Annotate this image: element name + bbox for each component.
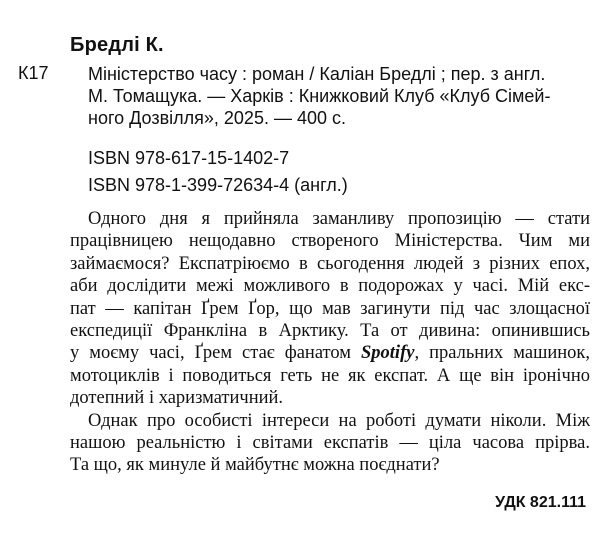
annotation-text: у моєму часі, Ґрем стає фанатом: [70, 343, 351, 364]
annotation-line: Однак про особисті інтереси на роботі думати ніколи. Між: [88, 410, 590, 431]
isbn-ukrainian: ISBN 978-617-15-1402-7: [88, 148, 290, 168]
biblio-line-2: М. Томащука. — Харків : Книжковий Клуб «Клуб Сімей-: [88, 86, 551, 106]
annotation-line: пат — капітан Ґрем Ґор, що мав загинути під час злощасної: [70, 298, 590, 319]
author-heading: Бредлі К.: [70, 34, 164, 56]
annotation-line: займаємося? Експатріюємо в сьогодення людей з різних епох,: [70, 253, 590, 274]
annotation-line-with-emphasis: [70, 342, 590, 364]
annotation-line: нашою реальністю і світами експатів — ціла часова прірва.: [70, 433, 590, 454]
annotation-text: , пральних машинок,: [414, 343, 591, 364]
annotation-line: експедиції Франкліна в Арктику. Та от дивина: опинившись: [70, 321, 590, 342]
spotify-emphasis: Spotify: [361, 343, 415, 364]
annotation: [70, 208, 590, 477]
annotation-line: працівницею нещодавно створеного Міністерства. Чим ми: [70, 231, 590, 252]
library-code: К17: [18, 63, 49, 83]
annotation-line: дотепний і харизматичний.: [70, 388, 284, 409]
annotation-line: мотоциклів і поводиться геть не як експат. А ще він іронічно: [70, 365, 590, 386]
annotation-line: аби дослідити межі можливого в подорожах у часі. Мій екс-: [70, 276, 590, 297]
isbn-english: ISBN 978-1-399-72634-4 (англ.): [88, 175, 348, 195]
biblio-line-3: ного Дозвілля», 2025. — 400 с.: [88, 108, 346, 128]
biblio-line-1: Міністерство часу : роман / Каліан Бредлі ; пер. з англ.: [88, 64, 546, 84]
annotation-line: Одного дня я прийняла заманливу пропозицію — стати: [88, 209, 590, 229]
annotation-line: Та що, як минуле й майбутнє можна поєднати?: [70, 455, 440, 476]
bibliographic-description: [88, 63, 588, 129]
udk-code: УДК 821.111: [495, 494, 586, 511]
